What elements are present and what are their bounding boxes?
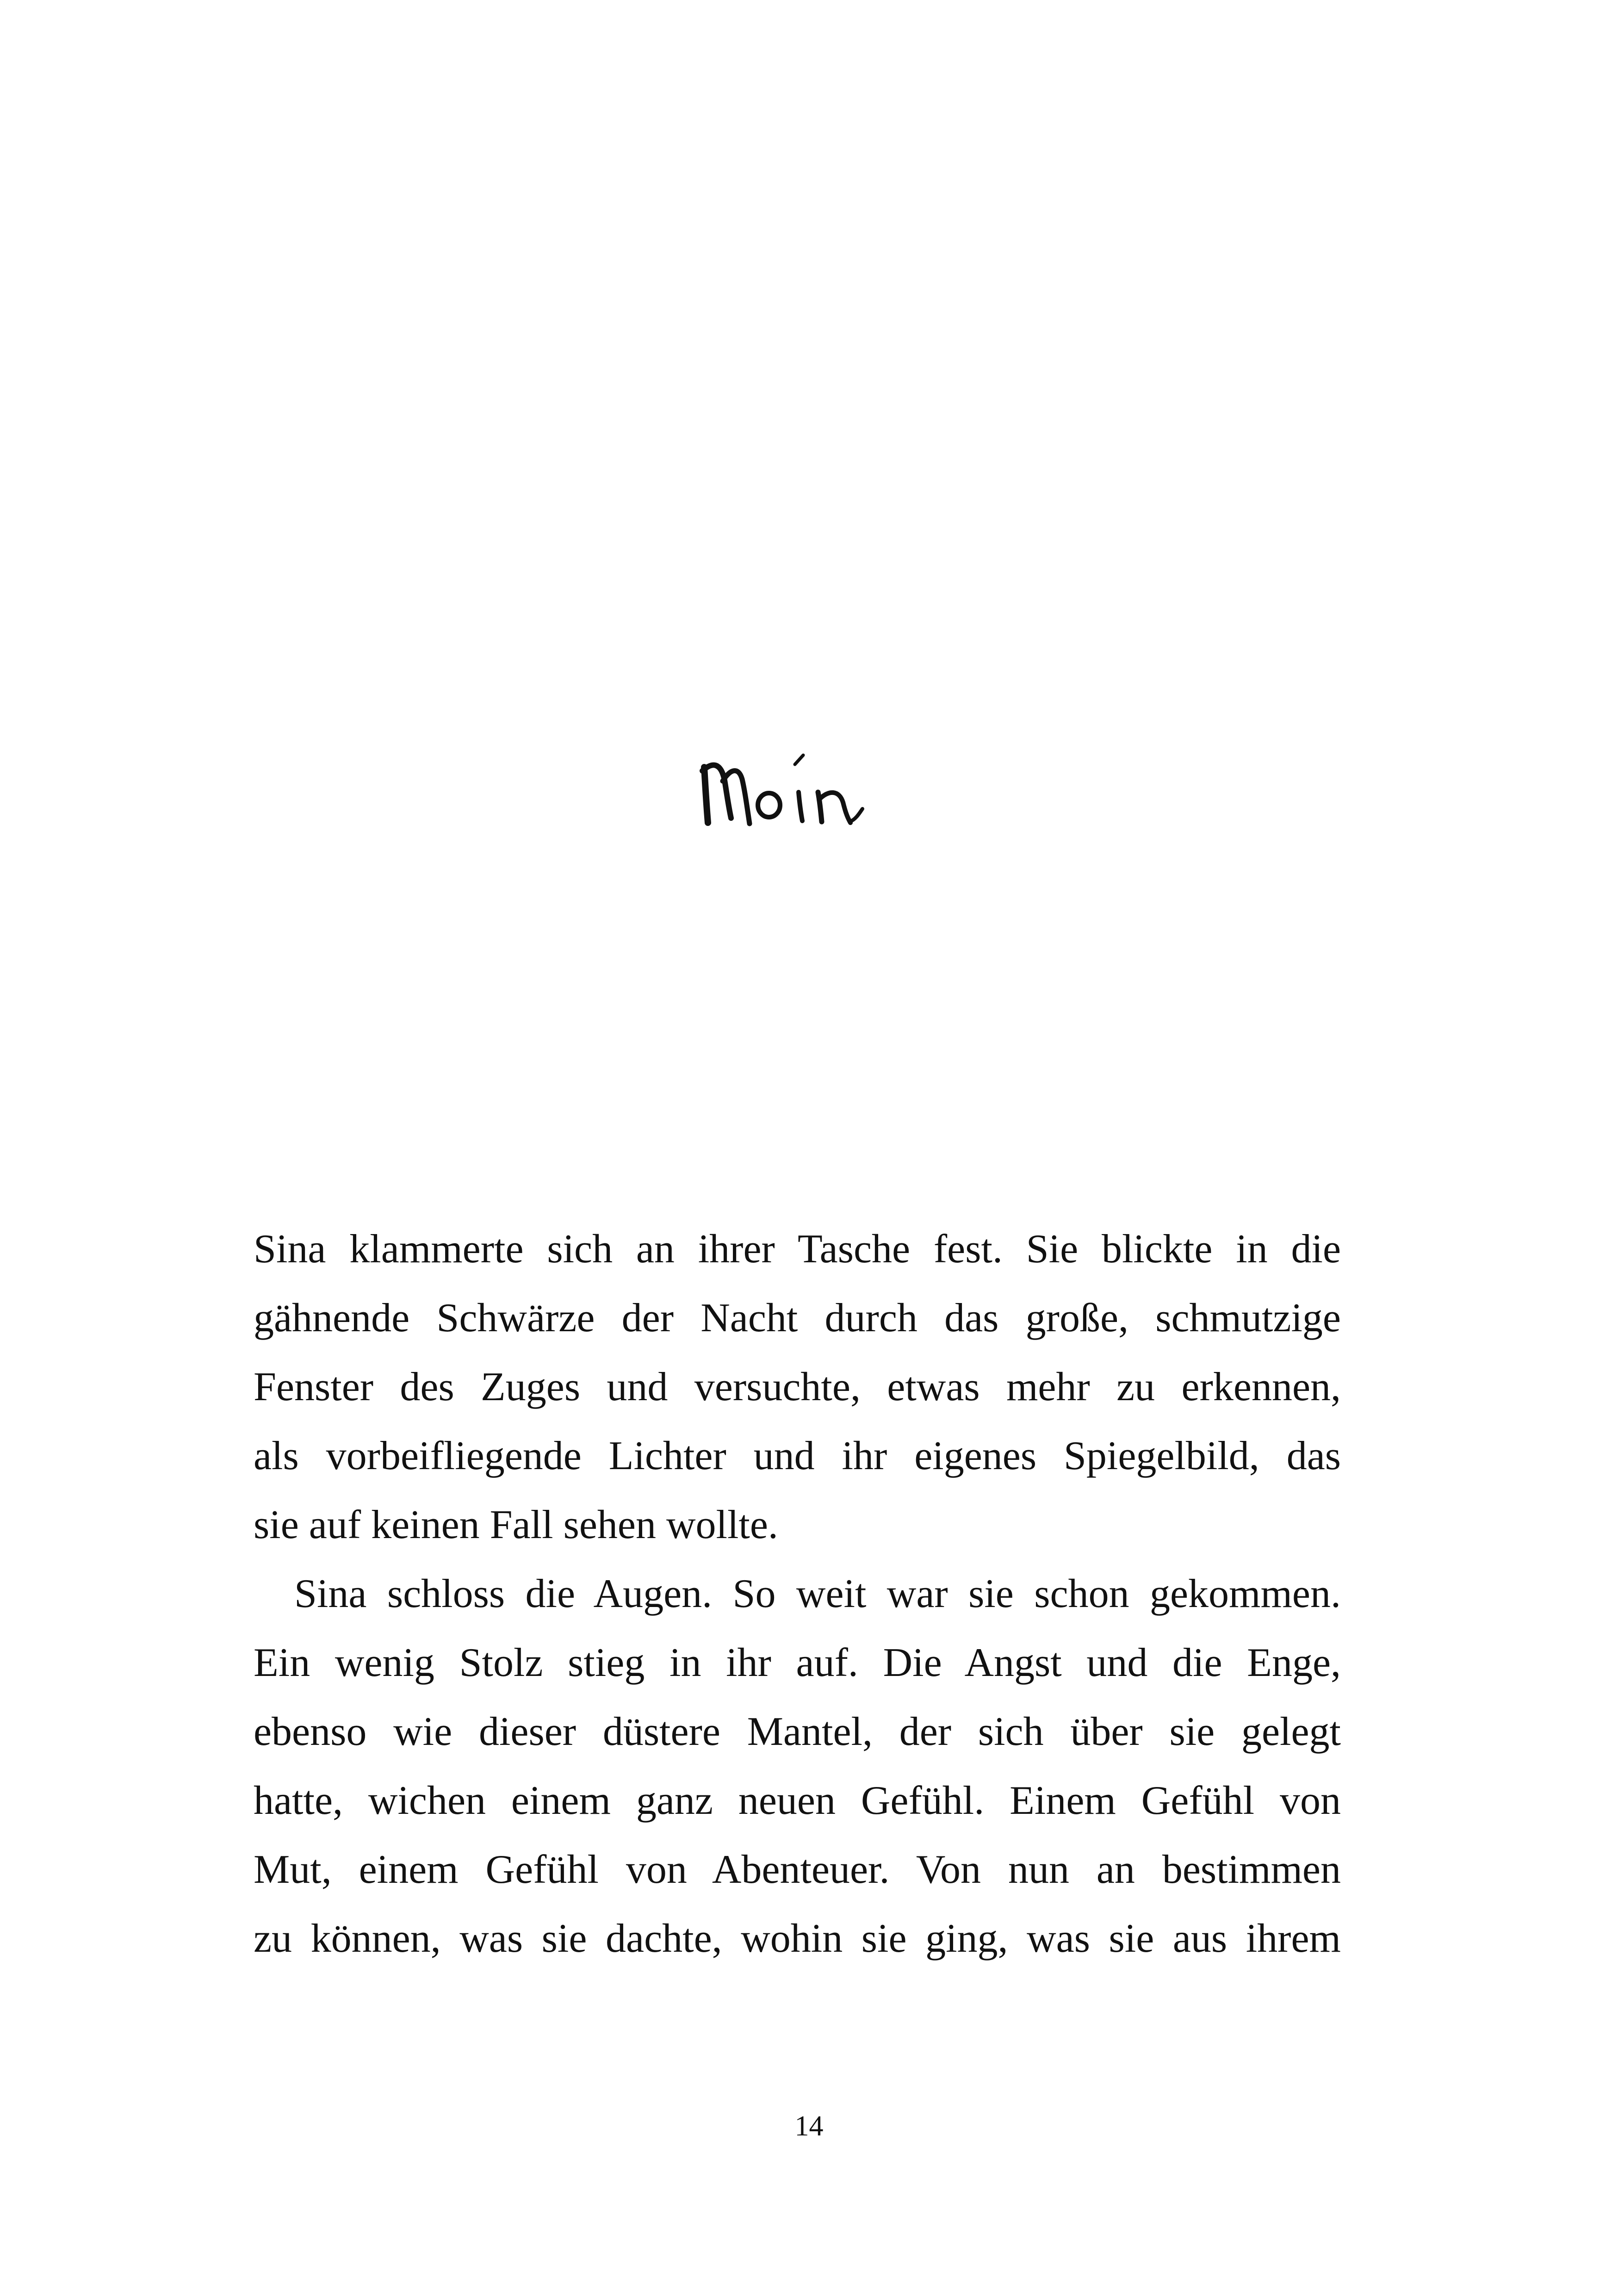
text-line: sie auf keinen Fall sehen wollte. — [254, 1502, 778, 1547]
text-line: Sina schloss die Augen. So weit war sie schon gekommen. — [294, 1571, 1341, 1616]
chapter-title — [694, 740, 888, 842]
text-line: Sina klammerte sich an ihrer Tasche fest. Sie blickte in die — [254, 1227, 1341, 1272]
text-line: zu können, was sie dachte, wohin sie ging, was sie aus ihrem — [254, 1916, 1341, 1961]
text-line: hatte, wichen einem ganz neuen Gefühl. Einem Gefühl von — [254, 1778, 1341, 1823]
paragraph — [254, 1559, 1341, 1973]
page-number: 14 — [794, 2110, 824, 2142]
body-text — [254, 1215, 1341, 1973]
text-line: gähnende Schwärze der Nacht durch das große, schmutzige — [254, 1296, 1341, 1340]
text-line: Mut, einem Gefühl von Abenteuer. Von nun an bestimmen — [254, 1847, 1341, 1892]
text-line: Ein wenig Stolz stieg in ihr auf. Die Angst und die Enge, — [254, 1640, 1341, 1685]
text-line: ebenso wie dieser düstere Mantel, der sich über sie gelegt — [254, 1709, 1341, 1754]
paragraph — [254, 1215, 1341, 1559]
text-line: Fenster des Zuges und versuchte, etwas mehr zu erkennen, — [254, 1365, 1341, 1409]
handwritten-title-logo — [694, 740, 888, 842]
text-line: als vorbeifliegende Lichter und ihr eigenes Spiegelbild, das — [254, 1433, 1341, 1478]
